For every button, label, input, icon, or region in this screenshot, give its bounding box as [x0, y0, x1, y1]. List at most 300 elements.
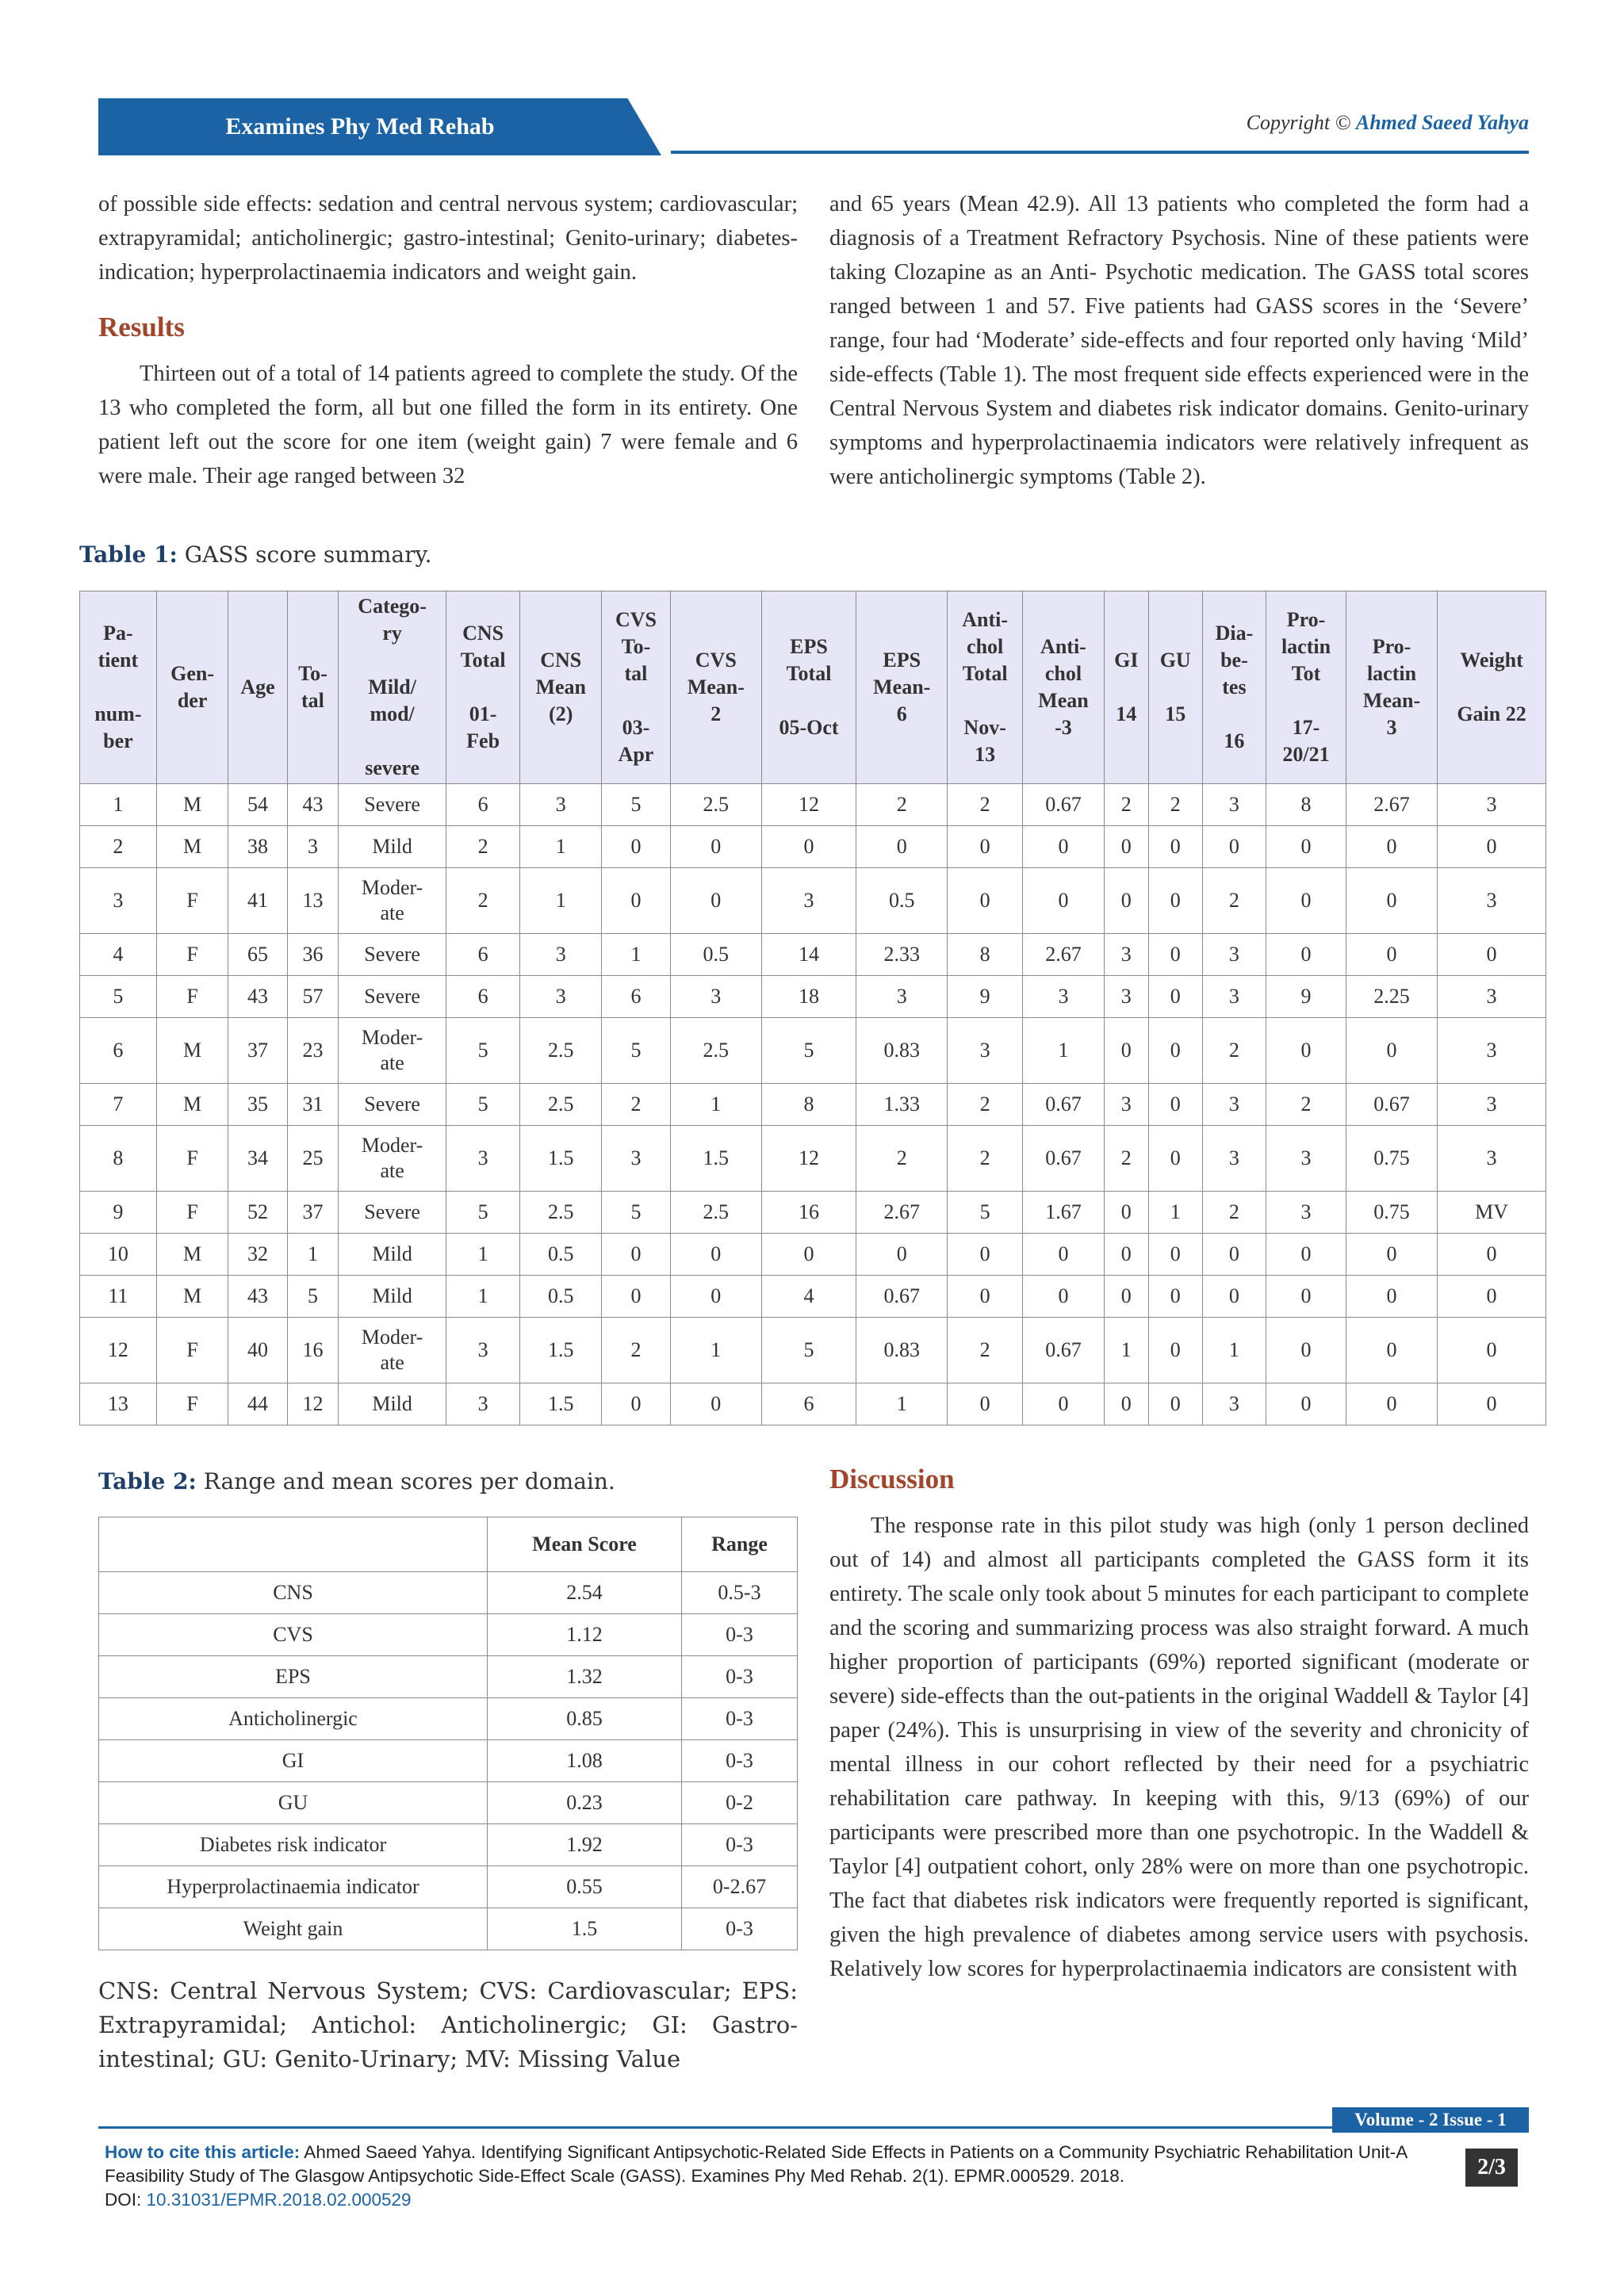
table-cell: 0 — [1438, 1234, 1546, 1276]
citation-label: How to cite this article: — [105, 2142, 301, 2162]
table1-header-cell: Pro- lactin Mean- 3 — [1346, 591, 1437, 784]
table-cell: 0 — [1104, 1383, 1148, 1425]
table1-body — [80, 784, 1546, 1425]
table-cell: 0 — [1148, 826, 1202, 868]
table-cell: 1.5 — [520, 1318, 602, 1383]
table-cell: Moder- ate — [339, 868, 446, 934]
table-cell: 0.5-3 — [682, 1572, 798, 1614]
discussion-heading: Discussion — [829, 1464, 955, 1494]
table-cell: 3 — [446, 1318, 519, 1383]
table-cell: 2.5 — [670, 784, 761, 826]
table-cell: 3 — [1202, 976, 1266, 1018]
domain-scores-table — [98, 1517, 798, 1950]
table-cell: 0.23 — [488, 1782, 682, 1824]
table-row — [80, 868, 1546, 934]
table-cell: 18 — [761, 976, 856, 1018]
table-cell: 3 — [1104, 976, 1148, 1018]
table-cell: Anticholinergic — [99, 1698, 488, 1740]
table-cell: 7 — [80, 1084, 157, 1126]
table-cell: 6 — [446, 784, 519, 826]
table-cell: 11 — [80, 1276, 157, 1318]
copyright-author: Ahmed Saeed Yahya — [1355, 111, 1529, 134]
table-cell: 3 — [948, 1018, 1023, 1084]
table1-header-row — [80, 591, 1546, 784]
table1-header-cell: Weight Gain 22 — [1438, 591, 1546, 784]
table-cell: 1.08 — [488, 1740, 682, 1782]
table-row — [99, 1740, 798, 1782]
table-cell: 2 — [1202, 868, 1266, 934]
table-cell: 0 — [1202, 826, 1266, 868]
table-cell: Severe — [339, 976, 446, 1018]
table-cell: 0 — [948, 868, 1023, 934]
table-cell: 10 — [80, 1234, 157, 1276]
table-cell: M — [156, 1084, 228, 1126]
table-cell: 0 — [1346, 1018, 1437, 1084]
table-cell: 8 — [80, 1126, 157, 1192]
table-cell: 0 — [1346, 826, 1437, 868]
table-cell: 0 — [670, 868, 761, 934]
table-cell: 2 — [1266, 1084, 1346, 1126]
table-cell: 2.67 — [1023, 934, 1105, 976]
table-cell: 35 — [228, 1084, 287, 1126]
right-intro-paragraph: and 65 years (Mean 42.9). All 13 patients who completed the form had a diagnosis of a Treatment Refractory Psychosis. Nine of these patients were taking Clozapine as an Anti- Psychotic medication. The GASS total scores ranged between 1 and 57. Five patients had GASS scores in the ‘Severe’ range, four had ‘Moderate’ side-effects and four reported only having ‘Mild’ side-effects (Table 1). The most frequent side effects experienced were in the Central Nervous System and diabetes risk indicator domains. Genito-urinary symptoms and hyperprolactinaemia indicators were relatively infrequent as were anticholinergic symptoms (Table 2). — [829, 192, 1529, 489]
table-cell: Diabetes risk indicator — [99, 1824, 488, 1866]
table-cell: 2 — [602, 1084, 671, 1126]
table-cell: 0 — [1438, 934, 1546, 976]
table-cell: MV — [1438, 1192, 1546, 1234]
table-cell: 12 — [761, 1126, 856, 1192]
table-cell: 0 — [1148, 1383, 1202, 1425]
table-cell: 1.5 — [520, 1126, 602, 1192]
table-cell: 0 — [1346, 934, 1437, 976]
table-cell: 0 — [1023, 826, 1105, 868]
discussion-paragraph: The response rate in this pilot study was high (only 1 person declined out of 14) and almost all participants completed the GASS form it its entirety. The scale only took about 5 minutes for each participant to complete and the scoring and summarizing process was also straight forward. A much higher proportion of participants (69%) reported significant (moderate or severe) side-effects than the out-patients in the original Waddell & Taylor [4] paper (24%). This is unsurprising in view of the severity and chronicity of mental illness in our cohort reflected by their need for a psychiatric rehabilitation care pathway. In keeping with this, 9/13 (69%) of our participants were prescribed more than one psychotropic. In the Waddell & Taylor [4] outpatient cohort, only 28% were on more than one psychotropic. The fact that diabetes risk indicators were frequently reported is significant, given the high prevalence of diabetes among service users with psychosis. Relatively low scores for hyperprolactinaemia indicators are consistent with — [829, 1513, 1529, 1981]
gass-score-table — [79, 591, 1546, 1425]
table-cell: Mild — [339, 1234, 446, 1276]
table-cell: 0.67 — [1023, 1126, 1105, 1192]
table-cell: 0.55 — [488, 1866, 682, 1908]
left-column — [98, 187, 798, 493]
table-cell: 0.75 — [1346, 1192, 1437, 1234]
table1-header-cell: GI 14 — [1104, 591, 1148, 784]
table-cell: 1 — [670, 1318, 761, 1383]
header-rule — [671, 151, 1529, 154]
table-cell: M — [156, 1234, 228, 1276]
table-cell: 0 — [1104, 868, 1148, 934]
table-cell: 40 — [228, 1318, 287, 1383]
table-cell: CNS — [99, 1572, 488, 1614]
table-cell: 2.25 — [1346, 976, 1437, 1018]
table-cell: 0 — [1266, 1276, 1346, 1318]
table-cell: 0 — [1148, 1126, 1202, 1192]
table-cell: 0.83 — [856, 1318, 948, 1383]
table-cell: 6 — [80, 1018, 157, 1084]
table-cell: 0 — [1104, 1018, 1148, 1084]
table-cell: 2 — [1202, 1018, 1266, 1084]
table1-header-cell: CVS To- tal 03- Apr — [602, 591, 671, 784]
table-row — [80, 934, 1546, 976]
table-cell: 14 — [761, 934, 856, 976]
table-cell: 1 — [1023, 1018, 1105, 1084]
table-cell: 3 — [1202, 934, 1266, 976]
table-cell: 5 — [80, 976, 157, 1018]
table-cell: 12 — [287, 1383, 339, 1425]
table-cell: 4 — [761, 1276, 856, 1318]
table-cell: Mild — [339, 826, 446, 868]
table-cell: 5 — [602, 784, 671, 826]
table-cell: EPS — [99, 1656, 488, 1698]
table-cell: 6 — [446, 976, 519, 1018]
table-cell: 0 — [1346, 1234, 1437, 1276]
table-cell: F — [156, 1126, 228, 1192]
table-cell: F — [156, 868, 228, 934]
table-cell: 0-3 — [682, 1824, 798, 1866]
table-cell: 3 — [602, 1126, 671, 1192]
table-cell: 3 — [1104, 934, 1148, 976]
table-cell: 0 — [1148, 868, 1202, 934]
copyright — [1247, 111, 1529, 135]
table-cell: 0-3 — [682, 1614, 798, 1656]
table-cell: 0 — [1202, 1234, 1266, 1276]
table-row — [99, 1572, 798, 1614]
table-cell: 0 — [1104, 1234, 1148, 1276]
table-row — [80, 1084, 1546, 1126]
table1-header-cell: Anti- chol Total Nov- 13 — [948, 591, 1023, 784]
table-cell: 16 — [761, 1192, 856, 1234]
table-cell: 36 — [287, 934, 339, 976]
table-cell: 0 — [1346, 1318, 1437, 1383]
left-intro-paragraph: of possible side effects: sedation and central nervous system; cardiovascular; extrapyramidal; anticholinergic; gastro-intestinal; Genito-urinary; diabetes-indication; hyperprolactinaemia indicators and weight gain. — [98, 192, 798, 285]
table-cell: 0 — [1438, 1276, 1546, 1318]
table-cell: 43 — [228, 1276, 287, 1318]
table-cell: 0 — [948, 1383, 1023, 1425]
table-cell: 9 — [1266, 976, 1346, 1018]
table-cell: 5 — [761, 1318, 856, 1383]
table-row — [99, 1656, 798, 1698]
table-cell: 1.5 — [488, 1908, 682, 1950]
table2-caption — [98, 1468, 615, 1494]
table-cell: 0 — [948, 826, 1023, 868]
table-cell: 0.5 — [520, 1234, 602, 1276]
table-cell: 1.5 — [670, 1126, 761, 1192]
table-cell: 2 — [948, 1126, 1023, 1192]
table-row — [80, 1192, 1546, 1234]
table1-header-cell: Age — [228, 591, 287, 784]
table-cell: 2.33 — [856, 934, 948, 976]
table-cell: Severe — [339, 1192, 446, 1234]
table-cell: 0 — [1266, 868, 1346, 934]
table-cell: 0 — [1023, 1234, 1105, 1276]
table-cell: 2.5 — [520, 1084, 602, 1126]
table-row — [80, 1276, 1546, 1318]
table-cell: 0 — [602, 868, 671, 934]
table-cell: 3 — [287, 826, 339, 868]
table-cell: CVS — [99, 1614, 488, 1656]
results-heading: Results — [98, 312, 185, 342]
table2-body — [99, 1572, 798, 1950]
table-cell: 44 — [228, 1383, 287, 1425]
table-cell: 0 — [602, 1383, 671, 1425]
table-cell: M — [156, 1276, 228, 1318]
table-cell: 3 — [1438, 868, 1546, 934]
table-cell: 5 — [446, 1018, 519, 1084]
table-cell: 38 — [228, 826, 287, 868]
table-cell: 1 — [856, 1383, 948, 1425]
table-cell: 1 — [520, 868, 602, 934]
table-cell: 2 — [446, 826, 519, 868]
table1-header-cell: CNS Mean (2) — [520, 591, 602, 784]
table-cell: 0 — [1346, 1383, 1437, 1425]
table-cell: 0.5 — [856, 868, 948, 934]
table-cell: 1.12 — [488, 1614, 682, 1656]
table-cell: 3 — [520, 976, 602, 1018]
table-row — [80, 1234, 1546, 1276]
table-cell: 13 — [80, 1383, 157, 1425]
abbreviations-note: CNS: Central Nervous System; CVS: Cardiovascular; EPS: Extrapyramidal; Antichol: Anticholinergic; GI: Gastro-intestinal; GU: Genito-Urinary; MV: Missing Value — [98, 1977, 798, 2072]
table-cell: 0 — [1148, 934, 1202, 976]
table-cell: 31 — [287, 1084, 339, 1126]
table-cell: M — [156, 784, 228, 826]
table-cell: 57 — [287, 976, 339, 1018]
table-cell: 1 — [1202, 1318, 1266, 1383]
table-cell: 0 — [948, 1276, 1023, 1318]
table-cell: 37 — [287, 1192, 339, 1234]
table-cell: 0 — [670, 1276, 761, 1318]
table-cell: 0 — [602, 1234, 671, 1276]
table-row — [99, 1782, 798, 1824]
table-cell: 8 — [948, 934, 1023, 976]
table-cell: 1 — [446, 1276, 519, 1318]
table-cell: F — [156, 1318, 228, 1383]
table-cell: 9 — [948, 976, 1023, 1018]
table-cell: 0.75 — [1346, 1126, 1437, 1192]
table-cell: 0 — [948, 1234, 1023, 1276]
table1-header-cell: CNS Total 01- Feb — [446, 591, 519, 784]
table-cell: GU — [99, 1782, 488, 1824]
table1-header-cell: EPS Mean- 6 — [856, 591, 948, 784]
table-cell: 3 — [670, 976, 761, 1018]
table-cell: 1 — [670, 1084, 761, 1126]
journal-name: Examines Phy Med Rehab — [225, 113, 495, 140]
table-cell: 0-2.67 — [682, 1866, 798, 1908]
citation-text: Ahmed Saeed Yahya. Identifying Significant Antipsychotic-Related Side Effects in Patients on a Community Psychiatric Rehabilitation Unit-A Feasibility Study of The Glasgow Antipsychotic Side-Effect Scale (GASS). Examines Phy Med Rehab. 2(1). EPMR.000529. 2018. — [105, 2142, 1408, 2186]
table-cell: 41 — [228, 868, 287, 934]
table-row — [80, 1018, 1546, 1084]
table-cell: 0 — [602, 1276, 671, 1318]
footer-rule — [98, 2126, 1529, 2129]
table-cell: 3 — [520, 784, 602, 826]
table-cell: 3 — [1438, 1084, 1546, 1126]
table-row — [80, 1383, 1546, 1425]
table2-header-cell: Mean Score — [488, 1517, 682, 1572]
table-cell: 0.5 — [520, 1276, 602, 1318]
table-cell: 0 — [1104, 1276, 1148, 1318]
table-cell: Moder- ate — [339, 1318, 446, 1383]
table-cell: 25 — [287, 1126, 339, 1192]
table-cell: 23 — [287, 1018, 339, 1084]
table-cell: 0 — [1266, 1318, 1346, 1383]
table-cell: 1 — [602, 934, 671, 976]
table-cell: 0 — [670, 1234, 761, 1276]
table-cell: 0 — [1266, 1383, 1346, 1425]
table-cell: 2 — [446, 868, 519, 934]
table-cell: 0 — [1202, 1276, 1266, 1318]
table1-header-cell: CVS Mean- 2 — [670, 591, 761, 784]
table-cell: 0 — [670, 1383, 761, 1425]
table-cell: 0.67 — [856, 1276, 948, 1318]
table-cell: 37 — [228, 1018, 287, 1084]
table-cell: 0.67 — [1023, 1084, 1105, 1126]
table-cell: 3 — [1438, 1126, 1546, 1192]
table-row — [99, 1824, 798, 1866]
table-cell: 0 — [1438, 1383, 1546, 1425]
table-cell: Hyperprolactinaemia indicator — [99, 1866, 488, 1908]
table-cell: 2 — [1148, 784, 1202, 826]
table-cell: 0 — [761, 826, 856, 868]
table-cell: 3 — [761, 868, 856, 934]
table-cell: 1 — [287, 1234, 339, 1276]
table-cell: 0 — [1023, 1383, 1105, 1425]
table-cell: Mild — [339, 1383, 446, 1425]
table-cell: 0 — [1148, 1276, 1202, 1318]
table-cell: 3 — [446, 1126, 519, 1192]
table-cell: 0 — [670, 826, 761, 868]
table-cell: 1.32 — [488, 1656, 682, 1698]
table-cell: 2.5 — [520, 1192, 602, 1234]
table-row — [80, 784, 1546, 826]
table-cell: 1.92 — [488, 1824, 682, 1866]
table-row — [80, 1126, 1546, 1192]
table-cell: 0 — [856, 1234, 948, 1276]
table-cell: 43 — [287, 784, 339, 826]
citation — [105, 2141, 1437, 2212]
table-cell: 3 — [1438, 784, 1546, 826]
table-cell: 0-3 — [682, 1656, 798, 1698]
page-number: 2/3 — [1465, 2149, 1518, 2187]
table-cell: 0 — [1266, 1234, 1346, 1276]
table-cell: 4 — [80, 934, 157, 976]
table-cell: 1 — [80, 784, 157, 826]
table-cell: 0-3 — [682, 1740, 798, 1782]
table-cell: 2.67 — [1346, 784, 1437, 826]
table-cell: 34 — [228, 1126, 287, 1192]
table-cell: 54 — [228, 784, 287, 826]
table-cell: 2 — [1104, 1126, 1148, 1192]
right-column — [829, 187, 1529, 494]
table-row — [80, 976, 1546, 1018]
table-cell: 2 — [602, 1318, 671, 1383]
table-cell: 6 — [446, 934, 519, 976]
table-cell: 0 — [1148, 1084, 1202, 1126]
table-row — [80, 826, 1546, 868]
table-cell: 3 — [1202, 1084, 1266, 1126]
table-cell: 2 — [856, 784, 948, 826]
table1-header-cell: EPS Total 05-Oct — [761, 591, 856, 784]
table1-header-cell: Gen- der — [156, 591, 228, 784]
table-cell: 1.67 — [1023, 1192, 1105, 1234]
table-cell: 52 — [228, 1192, 287, 1234]
table-cell: 0 — [1266, 934, 1346, 976]
doi-link[interactable]: 10.31031/EPMR.2018.02.000529 — [146, 2190, 412, 2210]
table-cell: 3 — [1104, 1084, 1148, 1126]
table-cell: 0-2 — [682, 1782, 798, 1824]
table-cell: 2.54 — [488, 1572, 682, 1614]
table-cell: 2.5 — [670, 1192, 761, 1234]
table-cell: Moder- ate — [339, 1018, 446, 1084]
table-cell: 0.5 — [670, 934, 761, 976]
table-cell: 0 — [761, 1234, 856, 1276]
table1-header-cell: Anti- chol Mean -3 — [1023, 591, 1105, 784]
table-cell: 0 — [602, 826, 671, 868]
table-cell: 1.5 — [520, 1383, 602, 1425]
table-cell: 13 — [287, 868, 339, 934]
table-cell: 3 — [1266, 1126, 1346, 1192]
table1-caption — [79, 541, 432, 568]
copyright-prefix: Copyright © — [1246, 111, 1351, 134]
table-cell: 1 — [1148, 1192, 1202, 1234]
table-cell: 0 — [1346, 1276, 1437, 1318]
table-cell: 0 — [1148, 1318, 1202, 1383]
table-cell: 0.67 — [1346, 1084, 1437, 1126]
table-cell: 3 — [1202, 784, 1266, 826]
doi-label: DOI: — [105, 2190, 147, 2210]
table-cell: 6 — [761, 1383, 856, 1425]
table-cell: 0 — [1148, 1234, 1202, 1276]
table-cell: 5 — [761, 1018, 856, 1084]
table2-caption-text: Range and mean scores per domain. — [196, 1468, 615, 1494]
table-cell: 2.67 — [856, 1192, 948, 1234]
table-cell: 0 — [1148, 976, 1202, 1018]
table2-header-row — [99, 1517, 798, 1572]
discussion-column — [829, 1441, 1529, 1986]
table-cell: 5 — [287, 1276, 339, 1318]
table-cell: M — [156, 826, 228, 868]
table-cell: 0 — [1023, 868, 1105, 934]
table-cell: 6 — [602, 976, 671, 1018]
table-cell: 0 — [1266, 1018, 1346, 1084]
table1-caption-label: Table 1: — [79, 541, 178, 568]
table2-header-cell: Range — [682, 1517, 798, 1572]
table-cell: 0-3 — [682, 1908, 798, 1950]
table-cell: 0.67 — [1023, 784, 1105, 826]
table-cell: 5 — [602, 1192, 671, 1234]
table-row — [99, 1698, 798, 1740]
table1-header-cell: To- tal — [287, 591, 339, 784]
table-row — [99, 1866, 798, 1908]
table1-header-cell: GU 15 — [1148, 591, 1202, 784]
table-cell: 1 — [1104, 1318, 1148, 1383]
table-cell: F — [156, 1192, 228, 1234]
table-cell: F — [156, 1383, 228, 1425]
table-cell: 0 — [1148, 1018, 1202, 1084]
table-cell: Severe — [339, 1084, 446, 1126]
table-cell: 0 — [1266, 826, 1346, 868]
table-cell: 12 — [80, 1318, 157, 1383]
table-cell: Severe — [339, 934, 446, 976]
table-row — [80, 1318, 1546, 1383]
table-cell: 65 — [228, 934, 287, 976]
table-row — [99, 1614, 798, 1656]
table1-header-cell: Pro- lactin Tot 17- 20/21 — [1266, 591, 1346, 784]
table-cell: 3 — [1023, 976, 1105, 1018]
table-cell: GI — [99, 1740, 488, 1782]
table-cell: 2.5 — [670, 1018, 761, 1084]
table-cell: 3 — [1438, 976, 1546, 1018]
table-cell: 0 — [1023, 1276, 1105, 1318]
table2-caption-label: Table 2: — [98, 1468, 197, 1494]
results-paragraph: Thirteen out of a total of 14 patients agreed to complete the study. Of the 13 who completed the form, all but one filled the form in its entirety. One patient left out the score for one item (weight gain) 7 were female and 6 were male. Their age ranged between 32 — [98, 362, 798, 488]
table-cell: 2 — [948, 1318, 1023, 1383]
